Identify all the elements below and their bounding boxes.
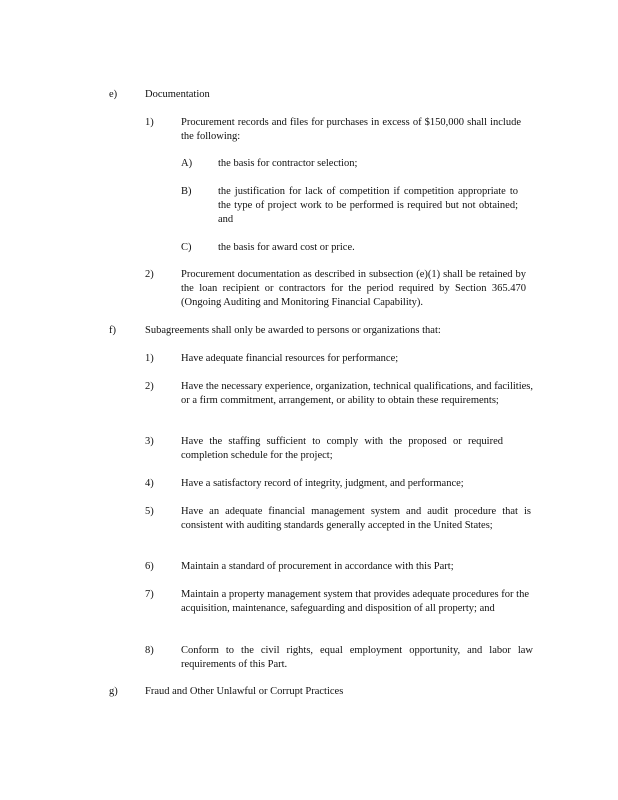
subitem-A-label: A) [181,158,193,169]
item-f1-label: 1) [145,353,154,364]
item-f6-label: 6) [145,561,154,572]
item-f6-text: Maintain a standard of procurement in accordance with this Part; [181,561,454,572]
item-e2-text: Procurement documentation as described in subsection (e)(1) shall be retained by the loan recipient or contractors for the period required by Section 365.470 (Ongoing Auditing and Monitoring Financial Capability). [181,269,526,308]
subitem-B-text: the justification for lack of competition if competition appropriate to the type of project work to be performed is required but not obtained; and [218,186,518,225]
section-e-title: Documentation [145,89,210,100]
section-f-label: f) [109,325,116,336]
subitem-A-text: the basis for contractor selection; [218,158,358,169]
item-f7-label: 7) [145,589,154,600]
item-f5-text: Have an adequate financial management system and audit procedure that is consistent with auditing standards generally accepted in the United States; [181,506,531,531]
item-f7-text: Maintain a property management system that provides adequate procedures for the acquisition, maintenance, safeguarding and disposition of all property; and [181,589,529,614]
item-f4-text: Have a satisfactory record of integrity, judgment, and performance; [181,478,464,489]
item-f8-text: Conform to the civil rights, equal employment opportunity, and labor law requirements of this Part. [181,645,533,670]
section-f-title: Subagreements shall only be awarded to persons or organizations that: [145,325,441,336]
item-f3-text: Have the staffing sufficient to comply with the proposed or required completion schedule for the project; [181,436,503,461]
subitem-C-label: C) [181,242,192,253]
item-f8-label: 8) [145,645,154,656]
section-g-label: g) [109,686,118,697]
item-e1-text: Procurement records and files for purchases in excess of $150,000 shall include the following: [181,117,521,142]
item-f4-label: 4) [145,478,154,489]
section-g-title: Fraud and Other Unlawful or Corrupt Practices [145,686,344,697]
item-f3-label: 3) [145,436,154,447]
item-f5-label: 5) [145,506,154,517]
item-f2-label: 2) [145,381,154,392]
subitem-C-text: the basis for award cost or price. [218,242,355,253]
item-e1-label: 1) [145,117,154,128]
item-e2-label: 2) [145,269,154,280]
section-e-label: e) [109,89,118,100]
item-f1-text: Have adequate financial resources for performance; [181,353,399,364]
subitem-B-label: B) [181,186,192,197]
item-f2-text: Have the necessary experience, organization, technical qualifications, and facilities, or a firm commitment, arrangement, or ability to obtain these requirements; [181,381,533,406]
